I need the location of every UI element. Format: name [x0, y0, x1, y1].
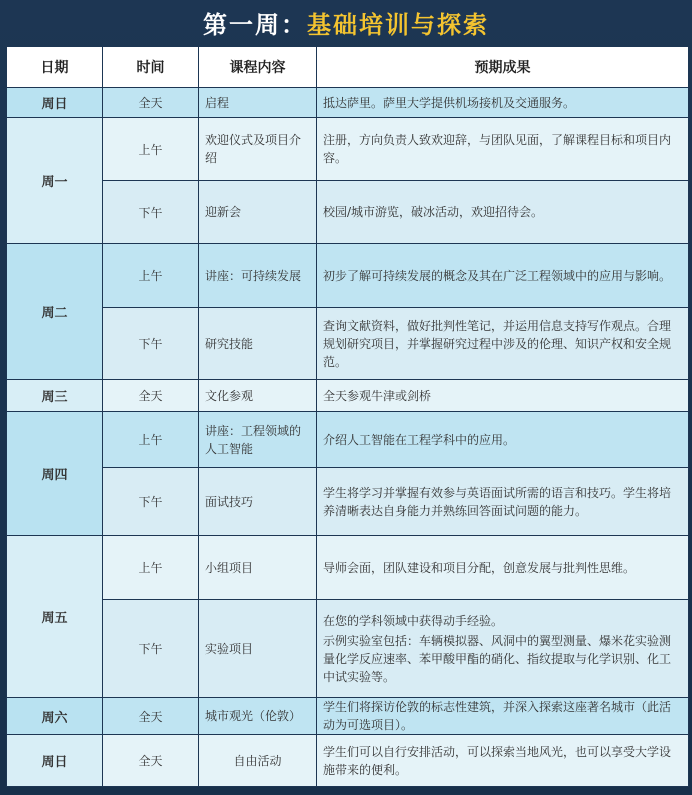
day-cell: 周一 [7, 118, 103, 244]
day-cell: 周六 [7, 698, 103, 735]
day-cell: 周二 [7, 244, 103, 380]
title-prefix: 第一周： [203, 9, 307, 39]
table-row [7, 308, 689, 380]
time-cell: 全天 [103, 735, 199, 787]
page-title [0, 0, 692, 44]
table-row [7, 412, 689, 468]
content-cell: 研究技能 [199, 308, 317, 380]
content-cell: 讲座：可持续发展 [199, 244, 317, 308]
result-cell: 学生们可以自行安排活动，可以探索当地风光，也可以享受大学设施带来的便利。 [317, 735, 689, 787]
table-row [7, 600, 689, 698]
time-cell: 全天 [103, 698, 199, 735]
day-cell: 周日 [7, 88, 103, 118]
result-cell: 学生们将探访伦敦的标志性建筑，并深入探索这座著名城市（此活动为可选项目）。 [317, 698, 689, 735]
table-row [7, 244, 689, 308]
content-cell: 面试技巧 [199, 468, 317, 536]
time-cell: 下午 [103, 308, 199, 380]
content-cell: 欢迎仪式及项目介绍 [199, 118, 317, 181]
day-cell: 周五 [7, 536, 103, 698]
result-cell [317, 600, 689, 698]
result-cell: 介绍人工智能在工程学科中的应用。 [317, 412, 689, 468]
day-cell: 周日 [7, 735, 103, 787]
time-cell: 全天 [103, 380, 199, 412]
header-course: 课程内容 [199, 47, 317, 88]
result-cell: 注册，方向负责人致欢迎辞，与团队见面，了解课程目标和项目内容。 [317, 118, 689, 181]
content-cell: 小组项目 [199, 536, 317, 600]
content-cell: 文化参观 [199, 380, 317, 412]
table-row [7, 735, 689, 787]
result-cell: 查询文献资料，做好批判性笔记，并运用信息支持写作观点。合理规划研究项目，并掌握研究过程中涉及的伦理、知识产权和安全规范。 [317, 308, 689, 380]
time-cell: 上午 [103, 118, 199, 181]
time-cell: 下午 [103, 468, 199, 536]
table-row [7, 698, 689, 735]
result-cell: 导师会面，团队建设和项目分配，创意发展与批判性思维。 [317, 536, 689, 600]
header-result: 预期成果 [317, 47, 689, 88]
result-cell: 抵达萨里。萨里大学提供机场接机及交通服务。 [317, 88, 689, 118]
content-cell: 城市观光（伦敦） [199, 698, 317, 735]
content-cell: 讲座：工程领域的人工智能 [199, 412, 317, 468]
result-cell: 初步了解可持续发展的概念及其在广泛工程领域中的应用与影响。 [317, 244, 689, 308]
time-cell: 下午 [103, 181, 199, 244]
content-cell: 实验项目 [199, 600, 317, 698]
table-row [7, 468, 689, 536]
time-cell: 上午 [103, 244, 199, 308]
time-cell: 下午 [103, 600, 199, 698]
day-cell: 周三 [7, 380, 103, 412]
content-cell: 自由活动 [199, 735, 317, 787]
table-row [7, 88, 689, 118]
result-cell: 全天参观牛津或剑桥 [317, 380, 689, 412]
table-row [7, 118, 689, 181]
table-row [7, 181, 689, 244]
result-cell: 校园/城市游览，破冰活动，欢迎招待会。 [317, 181, 689, 244]
time-cell: 全天 [103, 88, 199, 118]
content-cell: 迎新会 [199, 181, 317, 244]
table-row [7, 536, 689, 600]
table-header-row [7, 47, 689, 88]
schedule-table [6, 46, 689, 787]
header-date: 日期 [7, 47, 103, 88]
header-time: 时间 [103, 47, 199, 88]
time-cell: 上午 [103, 412, 199, 468]
time-cell: 上午 [103, 536, 199, 600]
result-cell: 学生将学习并掌握有效参与英语面试所需的语言和技巧。学生将培养清晰表达自身能力并熟练回答面试问题的能力。 [317, 468, 689, 536]
content-cell: 启程 [199, 88, 317, 118]
table-row [7, 380, 689, 412]
result-paragraph: 示例实验室包括：车辆模拟器、风洞中的翼型测量、爆米花实验测量化学反应速率、苯甲酸甲酯的硝化、指纹提取与化学识别、化工中试实验等。 [323, 633, 672, 684]
day-cell: 周四 [7, 412, 103, 536]
title-main: 基础培训与探索 [307, 9, 489, 39]
result-paragraph: 在您的学科领域中获得动手经验。 [323, 613, 504, 628]
